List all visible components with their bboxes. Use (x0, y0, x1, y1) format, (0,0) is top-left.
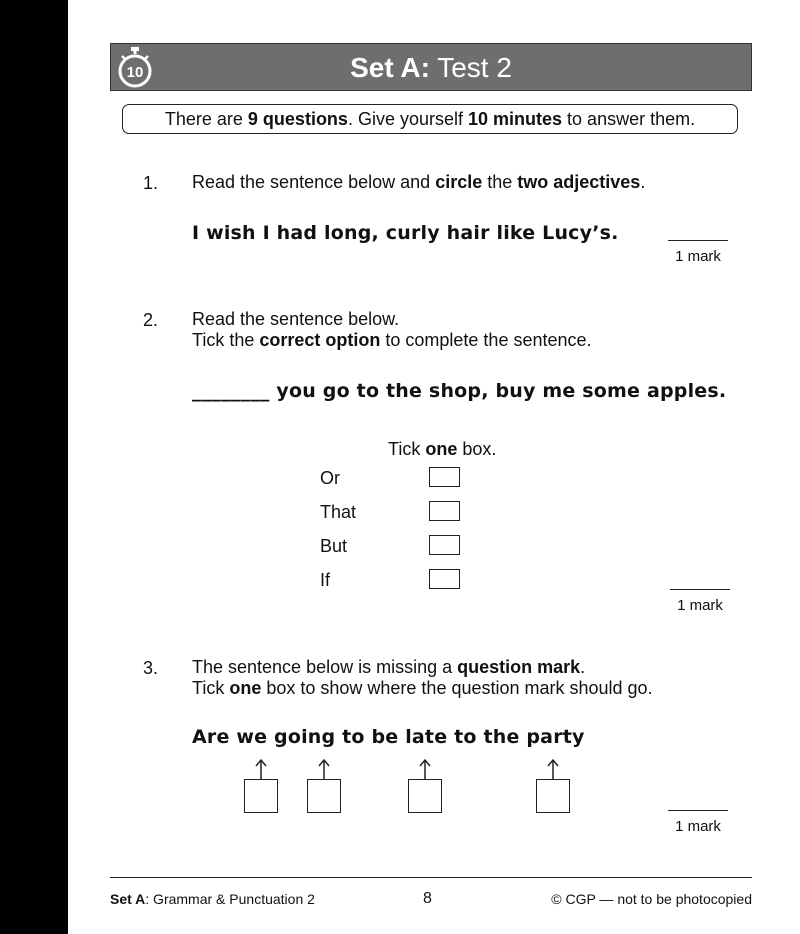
option-but-tickbox[interactable] (429, 535, 460, 555)
question-1-number: 1. (143, 173, 159, 193)
question-2-sentence: ________ you go to the shop, buy me some apples. (192, 380, 727, 402)
position-box-4[interactable] (536, 779, 570, 813)
footer-divider (110, 877, 752, 878)
question-1-mark: 1 mark (675, 248, 721, 265)
question-1-prompt: Read the sentence below and circle the two adjectives. (192, 172, 646, 192)
stopwatch-icon (116, 46, 154, 88)
option-that-tickbox[interactable] (429, 501, 460, 521)
page-number: 8 (423, 890, 432, 907)
option-but-label: But (320, 536, 348, 556)
footer-section-label: Set A: Grammar & Punctuation 2 (110, 891, 315, 907)
mark-answer-line (668, 240, 728, 241)
mark-answer-line (668, 810, 728, 811)
page-title: Set A: Test 2 (350, 52, 512, 83)
up-arrow-icon (543, 758, 563, 780)
page-edge-bar (0, 0, 68, 934)
question-2-prompt: Read the sentence below. Tick the correct option to complete the sentence. (192, 309, 592, 350)
position-box-2[interactable] (307, 779, 341, 813)
question-3-sentence: Are we going to be late to the party (192, 726, 585, 748)
option-if-tickbox[interactable] (429, 569, 460, 589)
question-3-prompt: The sentence below is missing a question mark. Tick one box to show where the question mark should go. (192, 657, 653, 698)
up-arrow-icon (314, 758, 334, 780)
title-banner (110, 43, 752, 91)
option-or-label: Or (320, 468, 340, 488)
up-arrow-icon (251, 758, 271, 780)
up-arrow-icon (415, 758, 435, 780)
position-box-3[interactable] (408, 779, 442, 813)
option-that-label: That (320, 502, 357, 522)
position-box-1[interactable] (244, 779, 278, 813)
timer-minutes: 10 (126, 64, 144, 81)
question-2-number: 2. (143, 310, 159, 330)
option-if-label: If (320, 570, 331, 590)
instructions-box: There are 9 questions. Give yourself 10 minutes to answer them. (122, 104, 738, 134)
question-2-mark: 1 mark (677, 597, 723, 614)
option-or-tickbox[interactable] (429, 467, 460, 487)
mark-answer-line (670, 589, 730, 590)
question-3-mark: 1 mark (675, 818, 721, 835)
copyright-notice: © CGP — not to be photocopied (551, 891, 752, 907)
question-2-tick-instruction: Tick one box. (388, 439, 497, 459)
question-1-sentence: I wish I had long, curly hair like Lucy’s. (192, 222, 619, 244)
question-3-number: 3. (143, 658, 159, 678)
